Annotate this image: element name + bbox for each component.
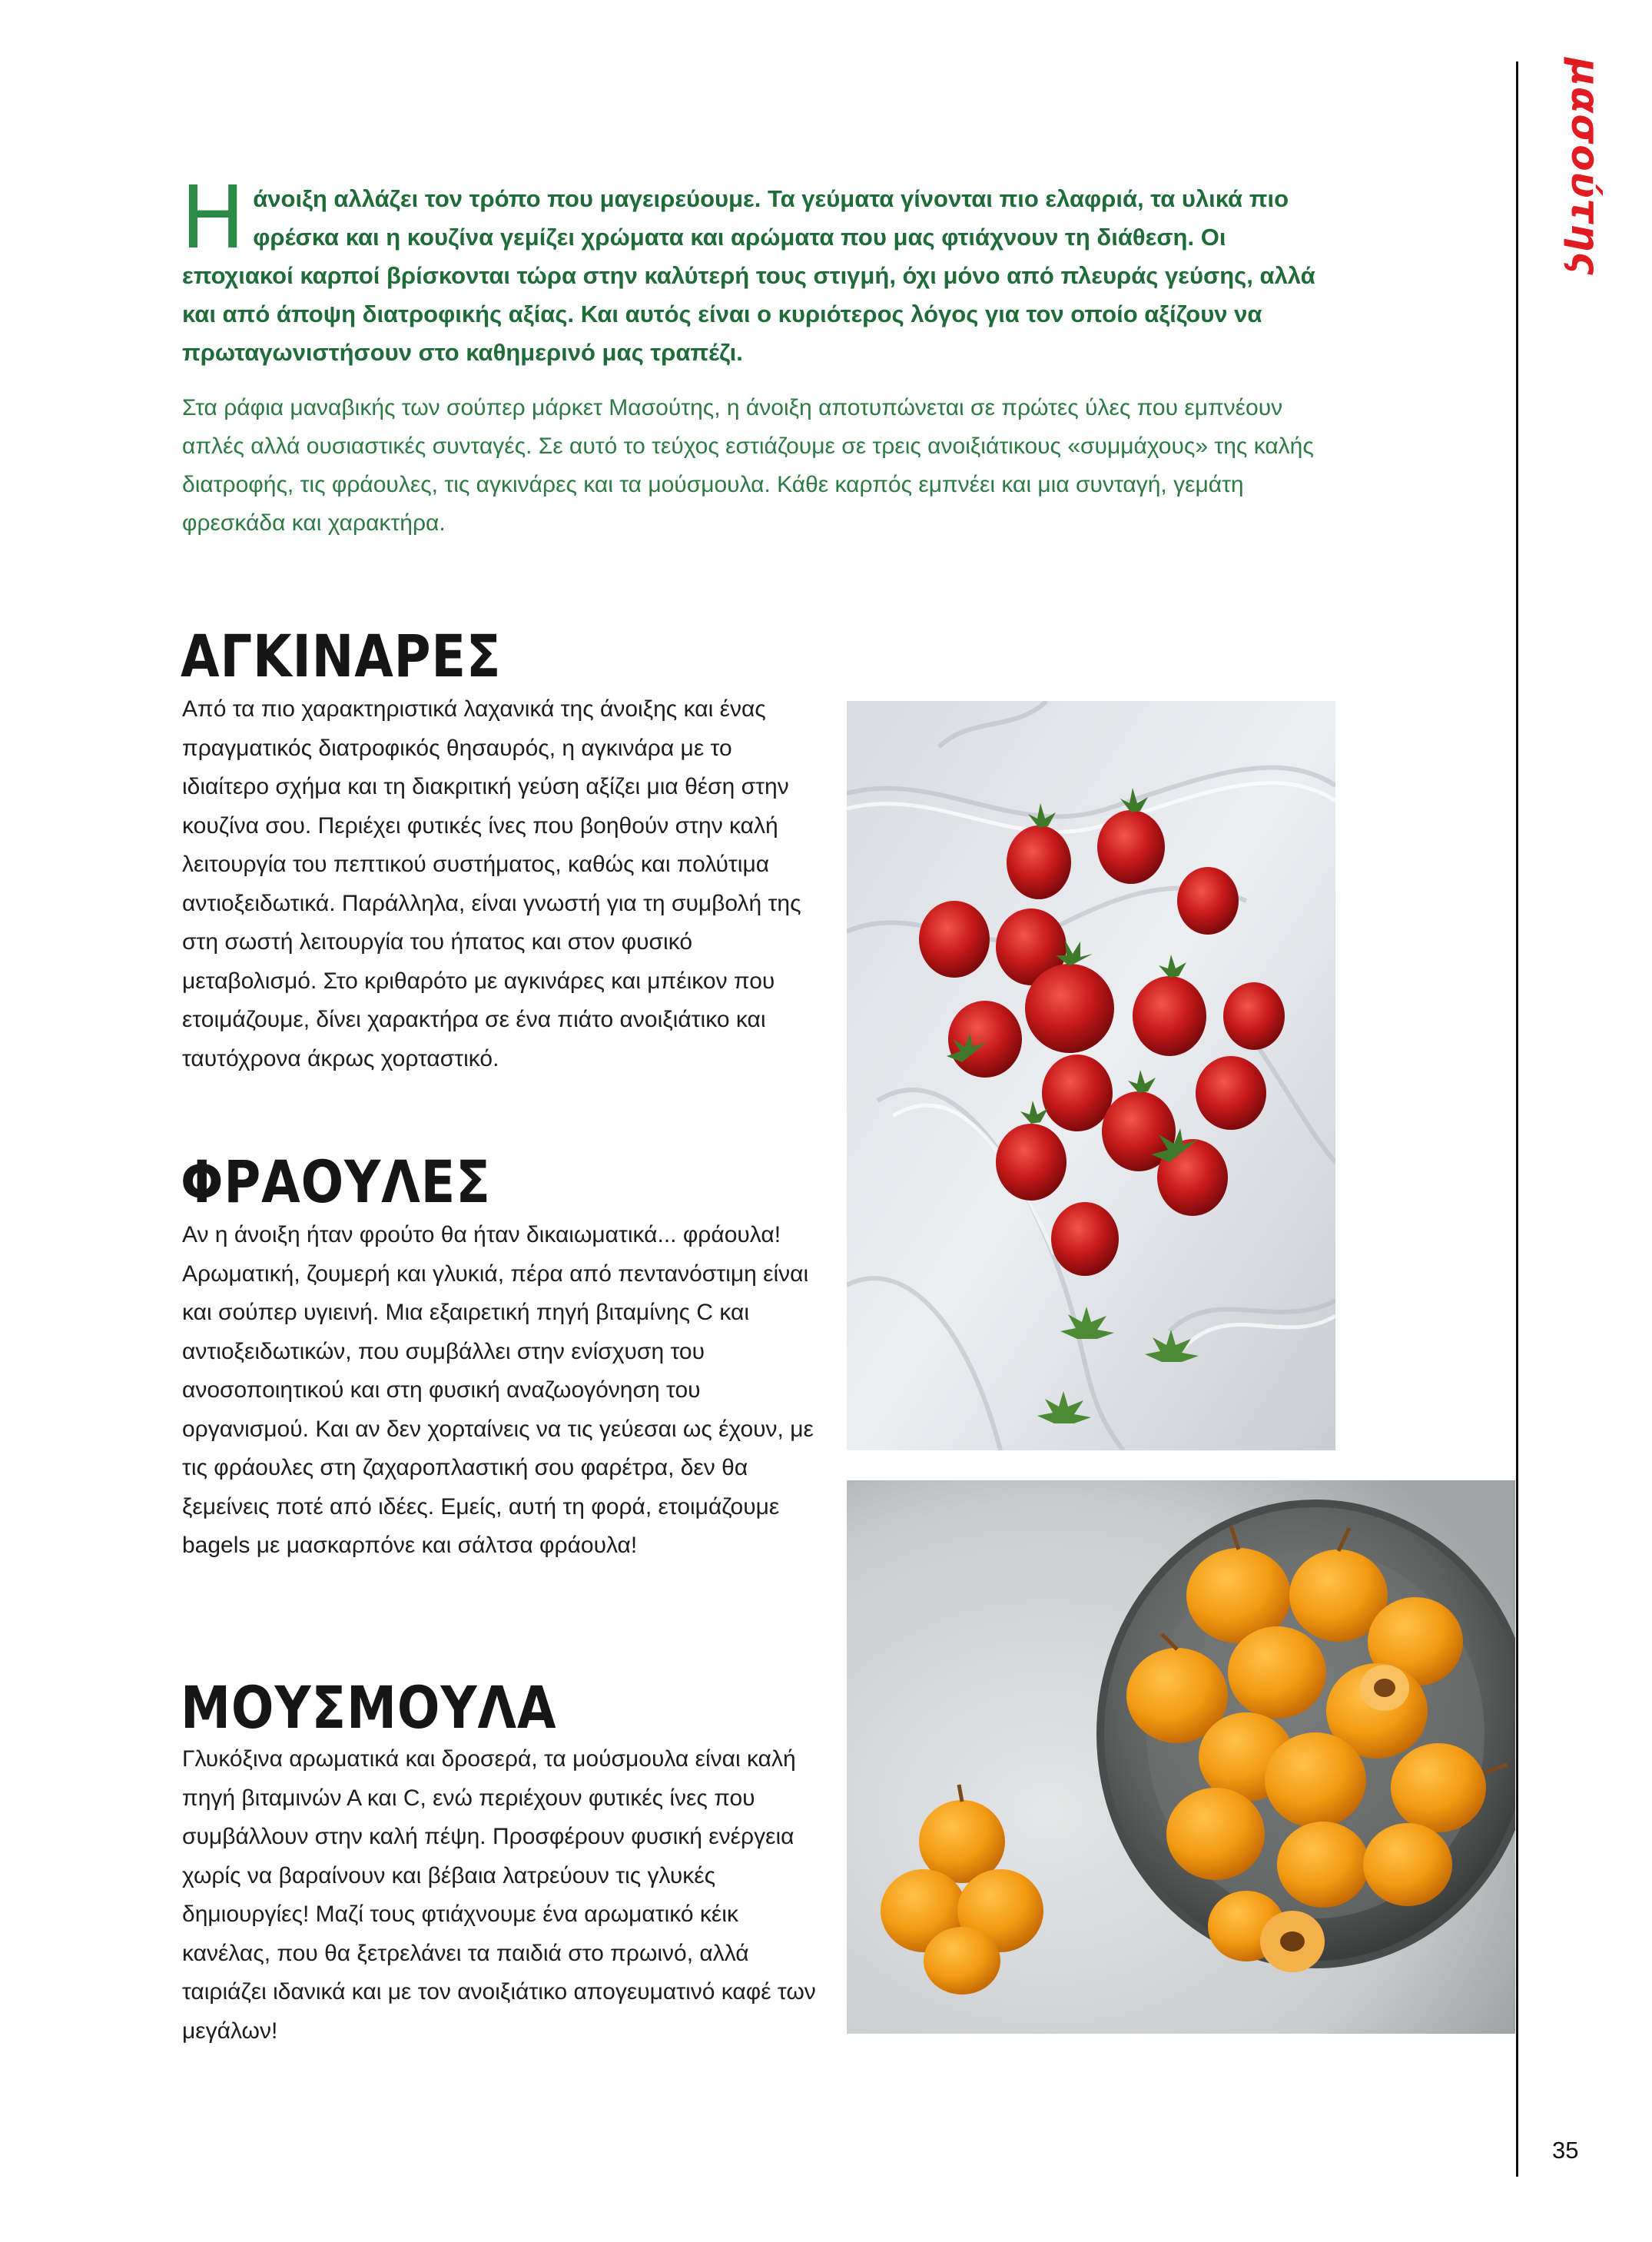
intro-block bbox=[181, 168, 1339, 543]
vertical-divider bbox=[1516, 61, 1518, 2177]
brand-area bbox=[1528, 55, 1643, 278]
section-title-strawberries: ΦΡΑΟΥΛΕΣ bbox=[181, 1148, 491, 1216]
intro-body-paragraph: Στα ράφια μαναβικής των σούπερ μάρκετ Μασούτης, η άνοιξη αποτυπώνεται σε πρώτες ύλες που εμπνέουν απλές αλλά ουσιαστικές συνταγές. Σε αυτό το τεύχος εστιάζουμε σε τρεις ανοιξιάτικους «συμμάχους» της καλής διατροφής, τις φράουλες, τις αγκινάρες και τα μούσμουλα. Κάθε καρπός εμπνέει και μια συνταγή, γεμάτη φρεσκάδα και χαρακτήρα. bbox=[182, 395, 1314, 536]
intro-lead-text: άνοιξη αλλάζει τον τρόπο που μαγειρεύουμε. Τα γεύματα γίνονται πιο ελαφριά, τα υλικά πιο φρέσκα και η κουζίνα γεμίζει χρώματα και αρώματα που μας φτιάχνουν τη διάθεση. Οι εποχιακοί καρποί βρίσκονται τώρα στην καλύτερή τους στιγμή, όχι μόνο από πλευράς γεύσης, αλλά και από άποψη διατροφικής αξίας. Και αυτός είναι ο κυριότερος λόγος για τον οποίο αξίζουν να πρωταγωνιστήσουν στο καθημερινό μας τραπέζι. bbox=[182, 185, 1315, 366]
drop-cap: Η bbox=[181, 168, 246, 268]
masoutis-logo bbox=[1563, 58, 1607, 275]
logo-text-part1: μασούτ bbox=[1563, 58, 1607, 224]
page-number: 35 bbox=[1552, 2137, 1579, 2164]
section-title-artichokes: ΑΓΚΙΝΑΡΕΣ bbox=[181, 622, 502, 690]
section-body-artichokes: Από τα πιο χαρακτηριστικά λαχανικά της άνοιξης και ένας πραγματικός διατροφικός θησαυρός, η αγκινάρα με το ιδιαίτερο σχήμα και τη διακριτική γεύση αξίζει μια θέση στην κουζίνα σου. Περιέχει φυτικές ίνες που βοηθούν στην καλή λειτουργία του πεπτικού συστήματος, καθώς και πολύτιμα αντιοξειδωτικά. Παράλληλα, είναι γνωστή για τη συμβολή της στη σωστή λειτουργία του ήπατος και στον φυσικό μεταβολισμό. Στο κριθαρότο με αγκινάρες και μπέικον που ετοιμάζουμε, δίνει χαρακτήρα σε ένα πιάτο ανοιξιάτικο και ταυτόχρονα άκρως χορταστικό. bbox=[182, 696, 801, 1071]
logo-text-part2: ης bbox=[1563, 224, 1607, 276]
loquats-photo bbox=[847, 1480, 1515, 2034]
strawberries-photo bbox=[847, 701, 1335, 1450]
section-title-loquats: ΜΟΥΣΜΟΥΛΑ bbox=[181, 1673, 557, 1742]
section-body-loquats: Γλυκόξινα αρωματικά και δροσερά, τα μούσμουλα είναι καλή πηγή βιταμινών Α και C, ενώ περιέχουν φυτικές ίνες που συμβάλλουν στην καλή πέψη. Προσφέρουν φυσική ενέργεια χωρίς να βαραίνουν και βέβαια λατρεύουν τις γλυκές δημιουργίες! Μαζί τους φτιάχνουμε ένα αρωματικό κέικ κανέλας, που θα ξετρελάνει τα παιδιά στο πρωινό, αλλά ταιριάζει ιδανικά και με τον ανοιξιάτικο απογευματινό καφέ των μεγάλων! bbox=[182, 1746, 816, 2044]
section-body-strawberries: Αν η άνοιξη ήταν φρούτο θα ήταν δικαιωματικά... φράουλα! Αρωματική, ζουμερή και γλυκιά, πέρα από πεντανόστιμη είναι και σούπερ υγιεινή. Μια εξαιρετική πηγή βιταμίνης C και αντιοξειδωτικών, που συμβάλλει στην ενίσχυση του ανοσοποιητικού και στη φυσική αναζωογόνηση του οργανισμού. Και αν δεν χορταίνεις να τις γεύεσαι ως έχουν, με τις φράουλες στη ζαχαροπλαστική σου φαρέτρα, δεν θα ξεμείνεις ποτέ από ιδέες. Εμείς, αυτή τη φορά, ετοιμάζουμε bagels με μασκαρπόνε και σάλτσα φράουλα! bbox=[182, 1222, 814, 1558]
intro-lead-paragraph bbox=[181, 168, 1339, 372]
